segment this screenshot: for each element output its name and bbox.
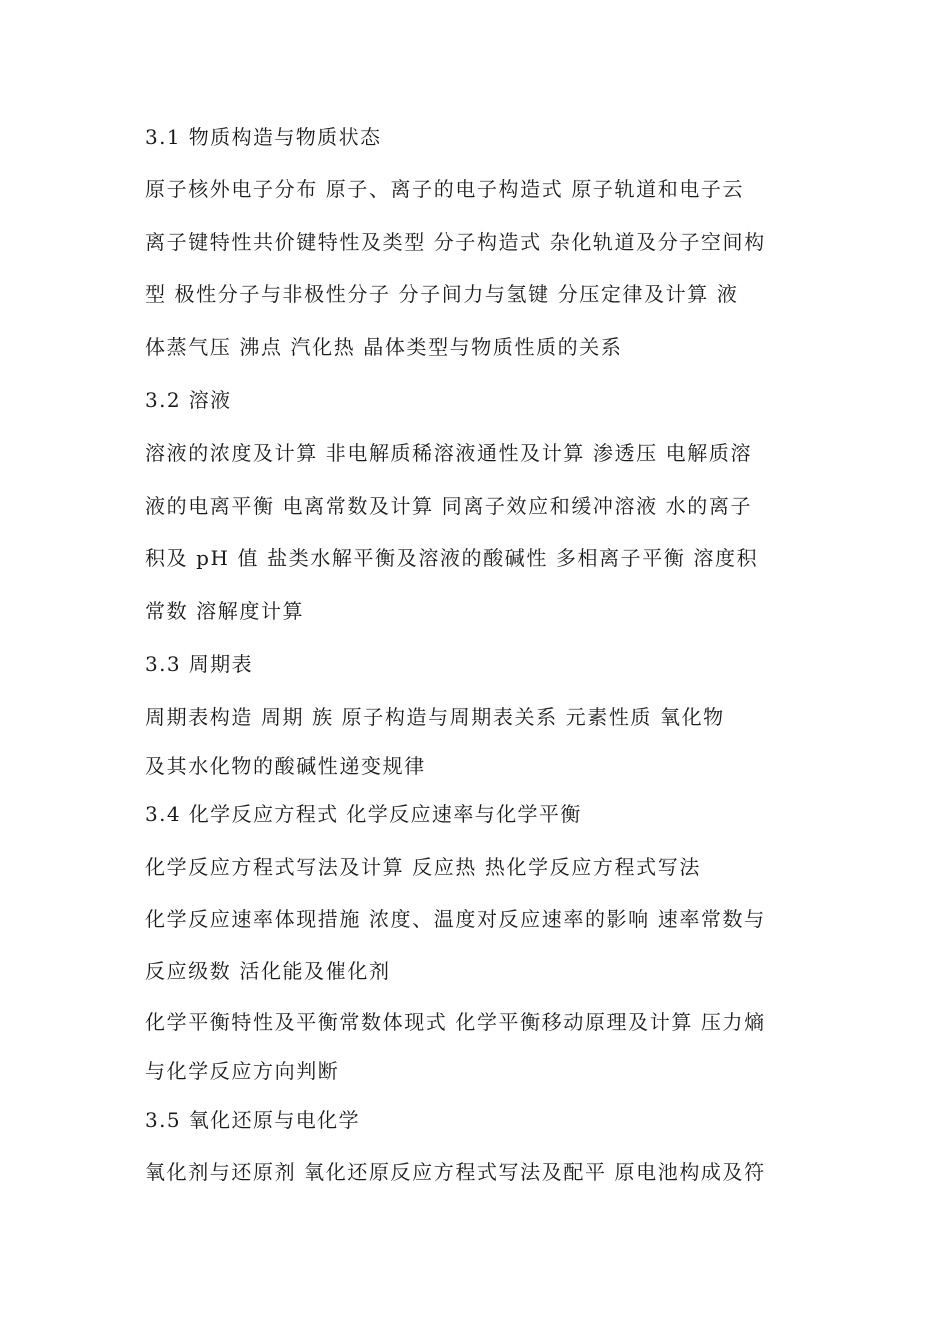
paragraph-line: 离子键特性共价键特性及类型 分子构造式 杂化轨道及分子空间构 (145, 230, 766, 254)
paragraph-line: 原子核外电子分布 原子、离子的电子构造式 原子轨道和电子云 (145, 177, 745, 201)
paragraph-line: 反应级数 活化能及催化剂 (145, 959, 391, 983)
paragraph-line: 型 极性分子与非极性分子 分子间力与氢键 分压定律及计算 液 (145, 282, 739, 306)
paragraph-line: 液的电离平衡 电离常数及计算 同离子效应和缓冲溶液 水的离子 (145, 494, 753, 518)
paragraph-line: 氧化剂与还原剂 氧化还原反应方程式写法及配平 原电池构成及符 (145, 1160, 766, 1184)
paragraph-line: 及其水化物的酸碱性递变规律 (145, 754, 426, 778)
paragraph-line: 与化学反应方向判断 (145, 1059, 340, 1083)
paragraph-line: 溶液的浓度及计算 非电解质稀溶液通性及计算 渗透压 电解质溶 (145, 441, 753, 465)
paragraph-line: 积及 pH 值 盐类水解平衡及溶液的酸碱性 多相离子平衡 溶度积 (145, 546, 759, 570)
section-heading: 3.3 周期表 (145, 652, 253, 676)
section-heading: 3.5 氧化还原与电化学 (145, 1108, 360, 1132)
paragraph-line: 化学反应方程式写法及计算 反应热 热化学反应方程式写法 (145, 855, 701, 879)
paragraph-line: 化学平衡特性及平衡常数体现式 化学平衡移动原理及计算 压力熵 (145, 1010, 766, 1034)
paragraph-line: 化学反应速率体现措施 浓度、温度对反应速率的影响 速率常数与 (145, 907, 766, 931)
paragraph-line: 体蒸气压 沸点 汽化热 晶体类型与物质性质的关系 (145, 335, 623, 359)
section-heading: 3.4 化学反应方程式 化学反应速率与化学平衡 (145, 802, 582, 826)
section-heading: 3.2 溶液 (145, 388, 232, 412)
paragraph-line: 常数 溶解度计算 (145, 599, 305, 623)
paragraph-line: 周期表构造 周期 族 原子构造与周期表关系 元素性质 氧化物 (145, 705, 725, 729)
section-heading: 3.1 物质构造与物质状态 (145, 125, 382, 149)
